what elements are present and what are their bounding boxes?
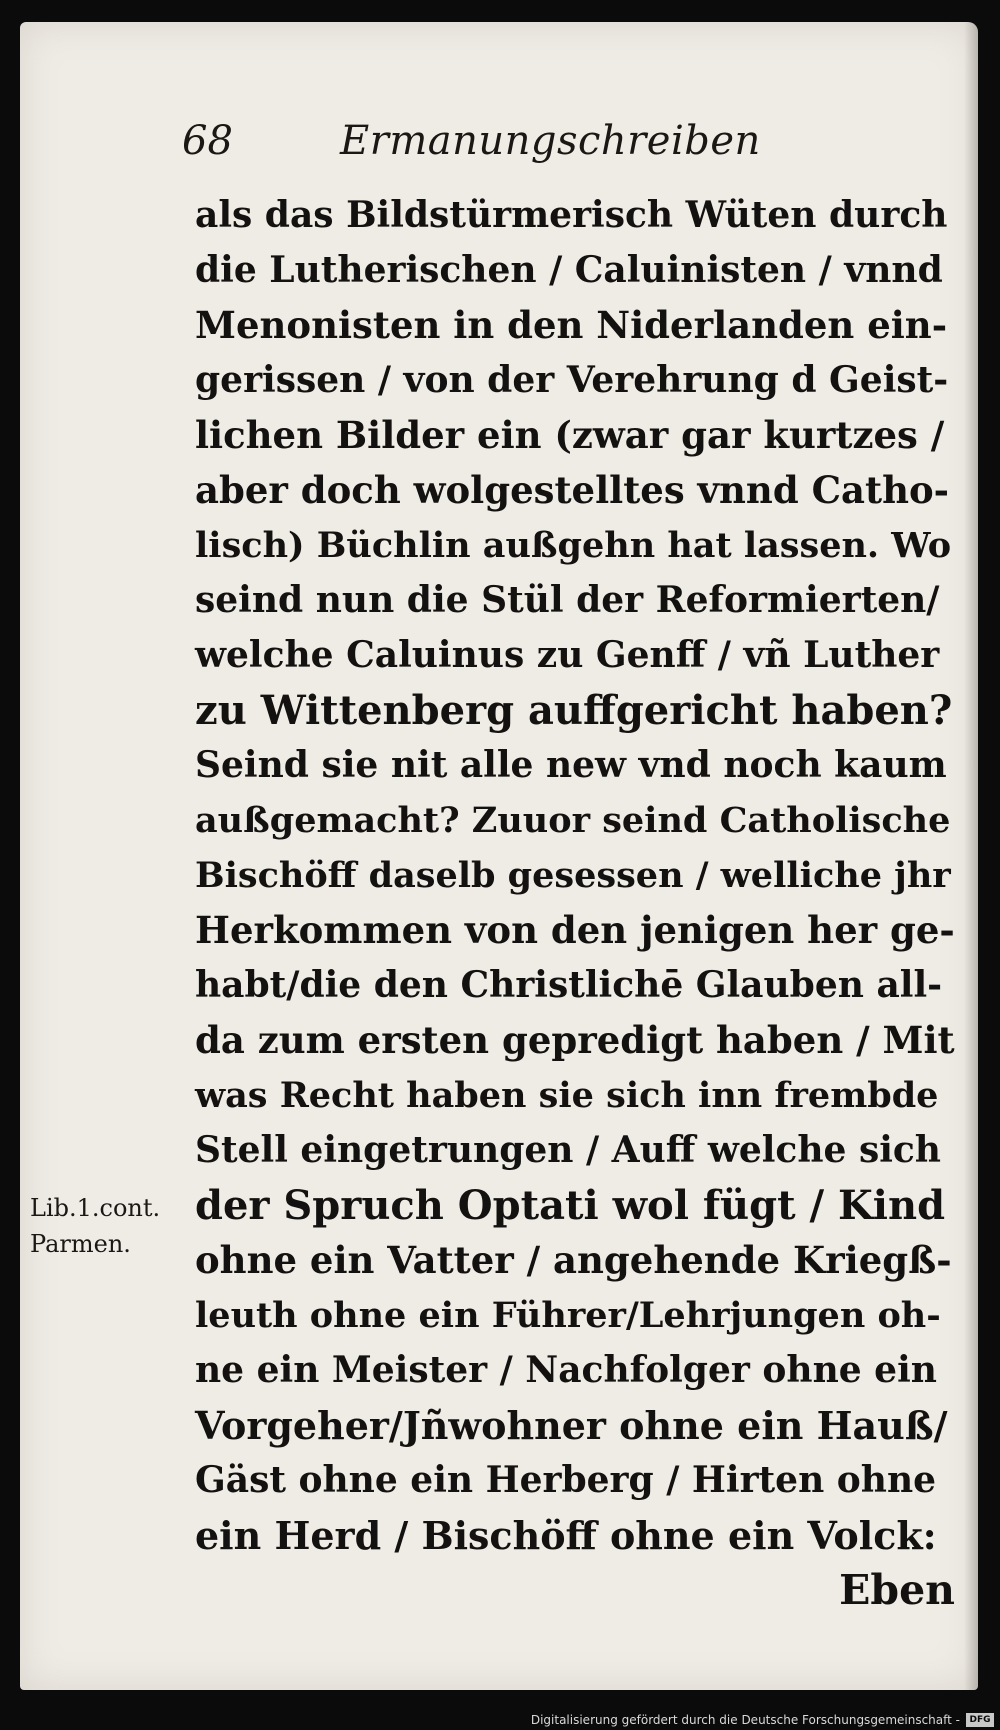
- text-line: welche Caluinus zu Genff / vñ Luther: [195, 634, 940, 676]
- text-line: seind nun die Stül der Reformierten/: [195, 579, 940, 621]
- text-line: leuth ohne ein Führer/Lehrjungen oh-: [195, 1295, 941, 1336]
- text-line: habt/die den Christlichē Glauben all-: [195, 964, 943, 1006]
- text-line: lisch) Büchlin außgehn hat lassen. Wo: [195, 525, 952, 566]
- text-line: außgemacht? Zuuor seind Catholische: [195, 800, 951, 841]
- text-line: zu Wittenberg auffgericht haben?: [195, 687, 953, 734]
- text-line: ne ein Meister / Nachfolger ohne ein: [195, 1349, 937, 1391]
- text-line: gerissen / von der Verehrung d Geist-: [195, 359, 949, 401]
- page-number: 68: [182, 118, 233, 164]
- text-line: ein Herd / Bischöff ohne ein Volck:: [195, 1513, 937, 1558]
- text-line: als das Bildstürmerisch Wüten durch: [195, 194, 948, 236]
- text-line: lichen Bilder ein (zwar gar kurtzes /: [195, 413, 945, 457]
- text-line: Menonisten in den Niderlanden ein-: [195, 303, 948, 347]
- running-head-title: Ermanungschreiben: [340, 118, 761, 164]
- text-line: da zum ersten gepredigt haben / Mit: [195, 1018, 955, 1062]
- text-line: Gäst ohne ein Herberg / Hirten ohne: [195, 1459, 937, 1501]
- body-text: [195, 188, 955, 1618]
- text-line: Stell eingetrungen / Auff welche sich: [195, 1129, 941, 1171]
- marginal-note-line: Lib.1.cont.: [30, 1194, 161, 1222]
- text-line: Vorgeher/Jñwohner ohne ein Hauß/: [195, 1403, 948, 1448]
- text-line: was Recht haben sie sich inn frembde: [195, 1075, 939, 1116]
- text-line: aber doch wolgestelltes vnnd Catho-: [195, 468, 950, 512]
- running-head: [160, 118, 860, 168]
- text-line: Herkommen von den jenigen her ge-: [195, 908, 955, 952]
- catchword: Eben: [839, 1566, 955, 1614]
- funding-credit: Digitalisierung gefördert durch die Deutsche Forschungsgemeinschaft -: [530, 1713, 960, 1727]
- text-line: Seind sie nit alle new vnd noch kaum: [195, 744, 947, 786]
- text-line: der Spruch Optati wol fügt / Kind: [195, 1182, 946, 1229]
- page-edge-shadow: [964, 22, 978, 1690]
- marginal-note-line: Parmen.: [30, 1230, 131, 1258]
- digitization-footer: [0, 1708, 1000, 1730]
- text-line: die Lutherischen / Caluinisten / vnnd: [195, 249, 943, 291]
- text-line: Bischöff daselb gesessen / welliche jhr: [195, 855, 951, 896]
- text-line: ohne ein Vatter / angehende Kriegß-: [195, 1238, 952, 1282]
- dfg-logo: DFG: [966, 1713, 994, 1727]
- marginal-note: [30, 1190, 190, 1262]
